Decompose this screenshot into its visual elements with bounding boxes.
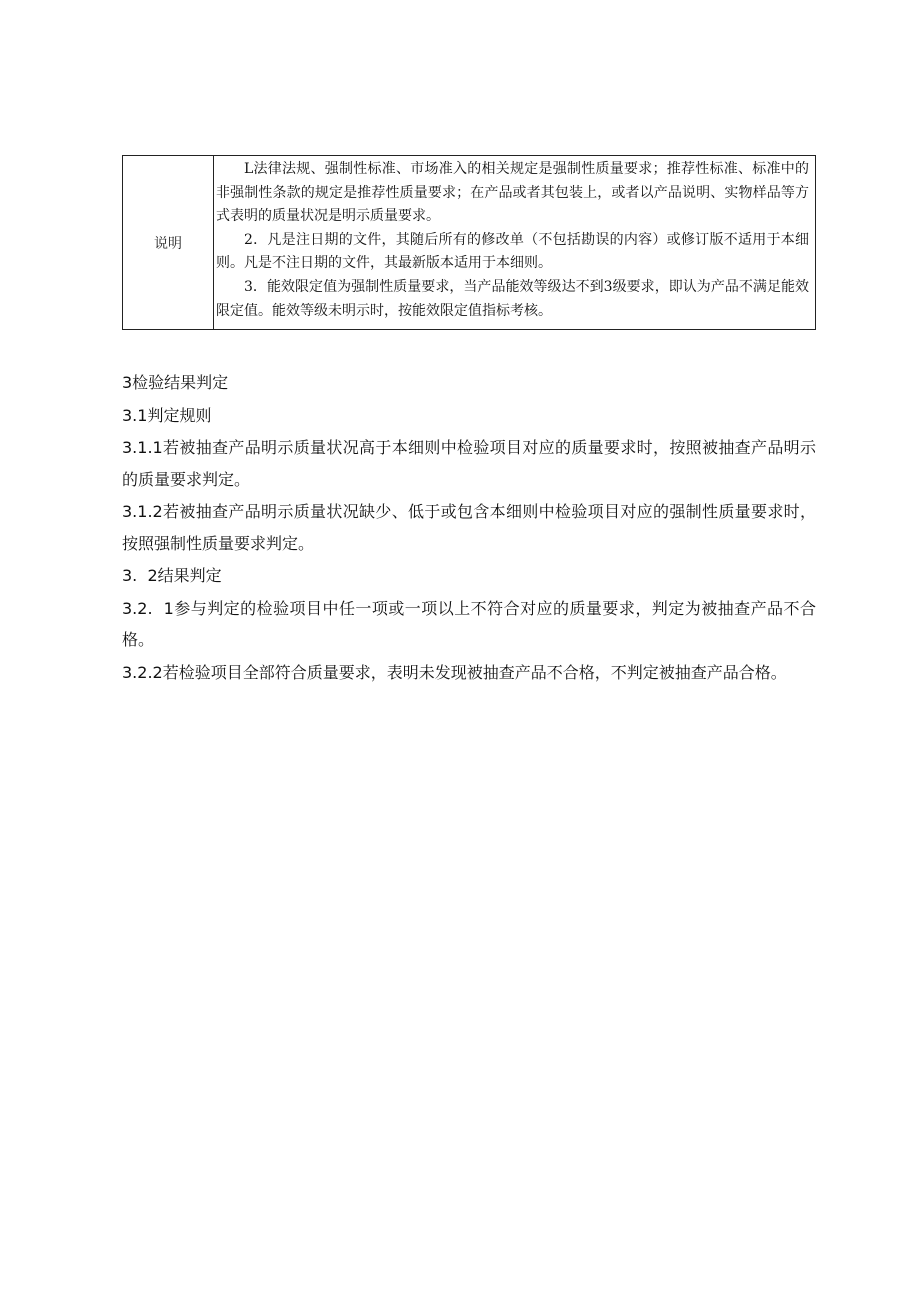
clause-3-2-2: 3.2.2若检验项目全部符合质量要求，表明未发现被抽查产品不合格，不判定被抽查产品合格。	[122, 662, 787, 682]
subsection-heading-rules: 3.1判定规则	[122, 405, 212, 425]
notes-content-cell	[214, 156, 815, 329]
notes-table	[122, 155, 816, 330]
subsection-heading-results: 3. 2结果判定	[122, 566, 222, 585]
clause-3-2-1: 3.2. 1参与判定的检验项目中任一项或一项以上不符合对应的质量要求，判定为被抽查产品不合格。	[122, 598, 816, 649]
note-item-2: 2．凡是注日期的文件，其随后所有的修改单（不包括勘误的内容）或修订版不适用于本细则。凡是不注日期的文件，其最新版本适用于本细则。	[216, 231, 809, 272]
clause-3-1-1: 3.1.1若被抽查产品明示质量状况高于本细则中检验项目对应的质量要求时，按照被抽查产品明示的质量要求判定。	[122, 438, 816, 489]
judgement-section	[122, 367, 816, 689]
clause-3-1-2: 3.1.2若被抽查产品明示质量状况缺少、低于或包含本细则中检验项目对应的强制性质量要求时，按照强制性质量要求判定。	[122, 502, 816, 553]
note-item-1: L法律法规、强制性标准、市场准入的相关规定是强制性质量要求；推荐性标准、标准中的非强制性条款的规定是推荐性质量要求；在产品或者其包装上，或者以产品说明、实物样品等方式表明的质量状况是明示质量要求。	[216, 161, 809, 225]
note-item-3: 3．能效限定值为强制性质量要求，当产品能效等级达不到3级要求，即认为产品不满足能效限定值。能效等级未明示时，按能效限定值指标考核。	[216, 278, 809, 319]
section-heading: 3检验结果判定	[122, 373, 229, 392]
notes-label-cell	[123, 156, 214, 329]
notes-label: 说明	[154, 235, 182, 252]
